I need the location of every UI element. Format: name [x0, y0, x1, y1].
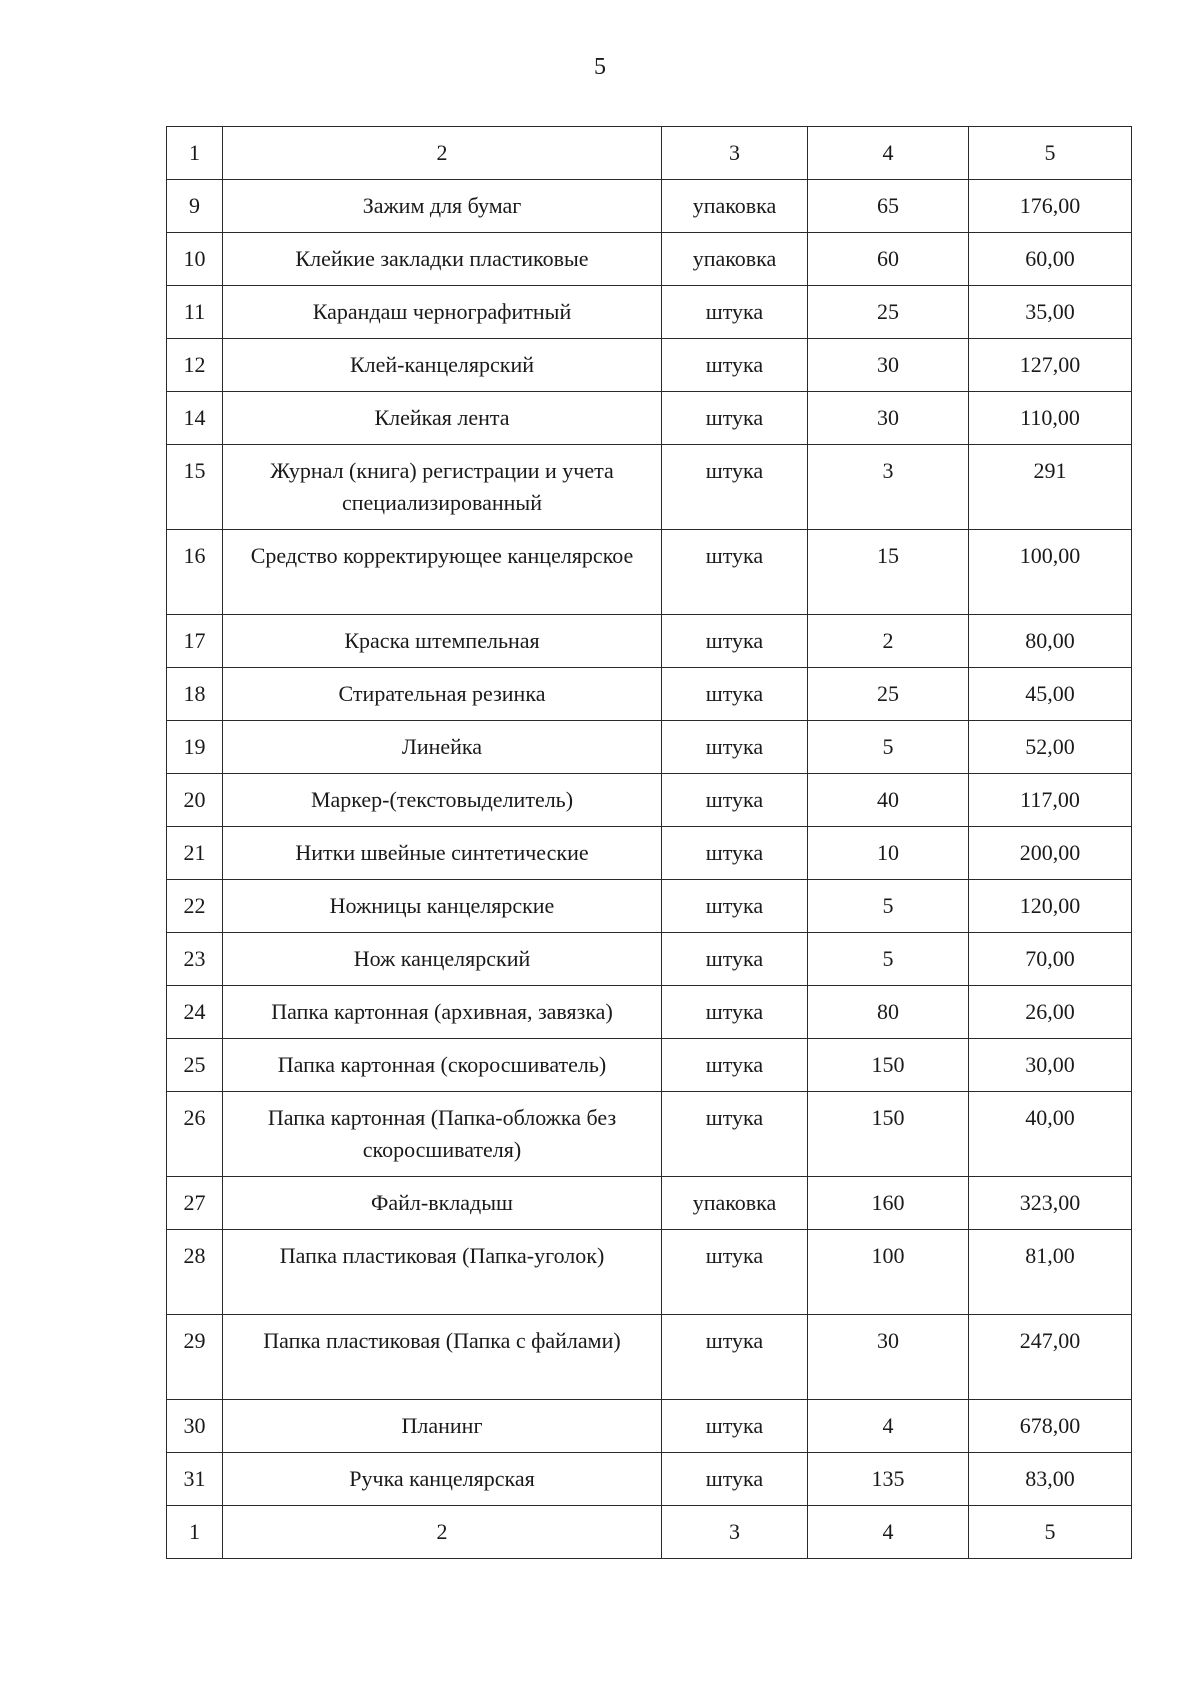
item-quantity-cell — [808, 445, 969, 530]
item-unit-cell — [662, 530, 808, 615]
item-price: 26,00 — [1025, 999, 1075, 1024]
item-price: 678,00 — [1019, 1413, 1081, 1438]
item-price: 35,00 — [1025, 299, 1075, 324]
item-price: 30,00 — [1025, 1052, 1075, 1077]
item-quantity: 5 — [882, 893, 894, 918]
table-row — [167, 1092, 1132, 1177]
item-price-cell — [969, 1315, 1132, 1400]
item-unit-cell — [662, 1039, 808, 1092]
item-name: Планинг — [401, 1413, 483, 1438]
item-unit-cell — [662, 392, 808, 445]
item-price: 40,00 — [1025, 1105, 1075, 1130]
item-name: Зажим для бумаг — [362, 193, 522, 218]
table-row — [167, 286, 1132, 339]
item-name: Карандаш чернографитный — [312, 299, 572, 324]
item-name-cell — [223, 1400, 662, 1453]
item-unit: штука — [705, 458, 764, 483]
table-row — [167, 233, 1132, 286]
item-unit: штука — [705, 1243, 764, 1268]
row-number-cell — [167, 1315, 223, 1400]
item-quantity: 160 — [871, 1190, 905, 1215]
table-footer-row — [167, 1506, 1132, 1559]
item-price-cell — [969, 233, 1132, 286]
item-name-cell — [223, 721, 662, 774]
item-unit-cell — [662, 1400, 808, 1453]
item-unit: штука — [705, 1413, 764, 1438]
item-quantity-cell — [808, 286, 969, 339]
row-number: 10 — [183, 246, 206, 271]
item-quantity-cell — [808, 933, 969, 986]
table-row — [167, 827, 1132, 880]
item-name: Нож канцелярский — [353, 946, 531, 971]
item-unit: упаковка — [692, 1190, 777, 1215]
header-col-5: 5 — [969, 127, 1132, 180]
page-number: 5 — [594, 54, 606, 80]
item-name-cell — [223, 392, 662, 445]
item-quantity: 4 — [882, 1413, 894, 1438]
table-row — [167, 445, 1132, 530]
item-price: 83,00 — [1025, 1466, 1075, 1491]
item-quantity: 30 — [877, 1328, 899, 1353]
item-quantity-cell — [808, 880, 969, 933]
item-name-cell — [223, 445, 662, 530]
item-name-cell — [223, 339, 662, 392]
item-unit-cell — [662, 827, 808, 880]
item-price-cell — [969, 986, 1132, 1039]
item-price: 45,00 — [1025, 681, 1075, 706]
item-price-cell — [969, 1177, 1132, 1230]
table-row — [167, 615, 1132, 668]
item-unit: штука — [705, 405, 764, 430]
item-name-cell — [223, 180, 662, 233]
item-name: Линейка — [401, 734, 483, 759]
item-quantity: 80 — [877, 999, 899, 1024]
row-number: 31 — [183, 1466, 206, 1491]
item-unit: упаковка — [692, 193, 777, 218]
row-number-cell — [167, 1039, 223, 1092]
item-quantity-cell — [808, 233, 969, 286]
header-col-1: 1 — [167, 127, 223, 180]
item-price-cell — [969, 1039, 1132, 1092]
row-number: 19 — [183, 734, 206, 759]
item-quantity: 150 — [871, 1105, 905, 1130]
item-quantity-cell — [808, 1230, 969, 1315]
row-number-cell — [167, 880, 223, 933]
item-unit: штука — [705, 734, 764, 759]
item-unit-cell — [662, 180, 808, 233]
item-name-cell — [223, 286, 662, 339]
item-quantity: 5 — [882, 734, 894, 759]
item-quantity-cell — [808, 180, 969, 233]
row-number: 24 — [183, 999, 206, 1024]
item-quantity: 30 — [877, 405, 899, 430]
row-number-cell — [167, 445, 223, 530]
row-number: 14 — [183, 405, 206, 430]
item-price: 247,00 — [1019, 1328, 1081, 1353]
item-quantity: 10 — [877, 840, 899, 865]
row-number-cell — [167, 286, 223, 339]
item-quantity: 100 — [871, 1243, 905, 1268]
header-col-4: 4 — [808, 127, 969, 180]
row-number-cell — [167, 1177, 223, 1230]
item-price-cell — [969, 880, 1132, 933]
row-number: 25 — [183, 1052, 206, 1077]
item-name: Журнал (книга) регистрации и учета специализированный — [270, 458, 614, 515]
table-row — [167, 880, 1132, 933]
row-number-cell — [167, 986, 223, 1039]
item-unit: штука — [705, 543, 764, 568]
item-name-cell — [223, 233, 662, 286]
item-quantity-cell — [808, 827, 969, 880]
item-name: Папка пластиковая (Папка с файлами) — [263, 1328, 621, 1353]
item-quantity: 65 — [877, 193, 899, 218]
item-quantity: 40 — [877, 787, 899, 812]
item-unit: штука — [705, 299, 764, 324]
item-price-cell — [969, 1092, 1132, 1177]
item-price: 176,00 — [1019, 193, 1081, 218]
item-quantity: 150 — [871, 1052, 905, 1077]
item-unit-cell — [662, 933, 808, 986]
table-row — [167, 180, 1132, 233]
item-price-cell — [969, 530, 1132, 615]
item-unit: штука — [705, 787, 764, 812]
row-number: 18 — [183, 681, 206, 706]
item-price: 52,00 — [1025, 734, 1075, 759]
item-name-cell — [223, 1177, 662, 1230]
row-number-cell — [167, 827, 223, 880]
item-name: Ручка канцелярская — [349, 1466, 535, 1491]
item-unit-cell — [662, 774, 808, 827]
item-price-cell — [969, 286, 1132, 339]
item-name: Клейкая лента — [374, 405, 510, 430]
item-name-cell — [223, 986, 662, 1039]
footer-col-2: 2 — [223, 1506, 662, 1559]
row-number-cell — [167, 180, 223, 233]
header-col-2: 2 — [223, 127, 662, 180]
table-row — [167, 339, 1132, 392]
table-row — [167, 530, 1132, 615]
item-quantity: 25 — [877, 299, 899, 324]
item-name: Краска штемпельная — [344, 628, 540, 653]
item-price-cell — [969, 721, 1132, 774]
item-price-cell — [969, 933, 1132, 986]
item-name: Клейкие закладки пластиковые — [295, 246, 589, 271]
item-name-cell — [223, 933, 662, 986]
table-row — [167, 1230, 1132, 1315]
item-quantity: 2 — [882, 628, 894, 653]
row-number-cell — [167, 530, 223, 615]
item-unit-cell — [662, 668, 808, 721]
table-row — [167, 392, 1132, 445]
row-number: 30 — [183, 1413, 206, 1438]
item-quantity: 60 — [877, 246, 899, 271]
table-row — [167, 668, 1132, 721]
item-price-cell — [969, 445, 1132, 530]
item-unit-cell — [662, 1315, 808, 1400]
item-price: 70,00 — [1025, 946, 1075, 971]
row-number: 26 — [183, 1105, 206, 1130]
item-quantity-cell — [808, 339, 969, 392]
item-price-cell — [969, 339, 1132, 392]
item-quantity-cell — [808, 986, 969, 1039]
item-unit-cell — [662, 445, 808, 530]
row-number: 20 — [183, 787, 206, 812]
item-quantity: 3 — [882, 458, 894, 483]
item-unit-cell — [662, 233, 808, 286]
table-header-row — [167, 127, 1132, 180]
footer-col-1: 1 — [167, 1506, 223, 1559]
item-name-cell — [223, 1230, 662, 1315]
item-unit-cell — [662, 1453, 808, 1506]
row-number: 27 — [183, 1190, 206, 1215]
item-unit: штука — [705, 681, 764, 706]
item-name-cell — [223, 1039, 662, 1092]
item-name: Файл-вкладыш — [371, 1190, 513, 1215]
item-quantity-cell — [808, 774, 969, 827]
item-price: 117,00 — [1020, 787, 1080, 812]
item-name: Нитки швейные синтетические — [295, 840, 589, 865]
row-number-cell — [167, 1453, 223, 1506]
item-price-cell — [969, 668, 1132, 721]
item-quantity-cell — [808, 1092, 969, 1177]
item-name-cell — [223, 827, 662, 880]
row-number-cell — [167, 233, 223, 286]
item-quantity-cell — [808, 1453, 969, 1506]
item-price: 127,00 — [1019, 352, 1081, 377]
item-price-cell — [969, 1400, 1132, 1453]
row-number: 23 — [183, 946, 206, 971]
item-unit-cell — [662, 1092, 808, 1177]
item-price-cell — [969, 774, 1132, 827]
table-row — [167, 1400, 1132, 1453]
item-name: Средство корректирующее канцелярское — [250, 543, 634, 568]
row-number: 12 — [183, 352, 206, 377]
item-name: Папка картонная (Папка-обложка без скоросшивателя) — [267, 1105, 617, 1162]
supplies-table — [166, 126, 1132, 1559]
item-quantity-cell — [808, 392, 969, 445]
row-number-cell — [167, 339, 223, 392]
row-number-cell — [167, 1400, 223, 1453]
item-name-cell — [223, 615, 662, 668]
item-quantity-cell — [808, 1315, 969, 1400]
item-quantity: 30 — [877, 352, 899, 377]
row-number-cell — [167, 774, 223, 827]
item-unit-cell — [662, 986, 808, 1039]
item-name: Папка картонная (скоросшиватель) — [277, 1052, 607, 1077]
item-quantity: 135 — [871, 1466, 905, 1491]
item-quantity: 25 — [877, 681, 899, 706]
row-number: 28 — [183, 1243, 206, 1268]
item-name: Ножницы канцелярские — [329, 893, 555, 918]
item-unit: штука — [705, 893, 764, 918]
table-row — [167, 933, 1132, 986]
item-name-cell — [223, 1453, 662, 1506]
row-number: 11 — [183, 299, 206, 324]
table-row — [167, 986, 1132, 1039]
row-number: 9 — [189, 193, 200, 218]
item-price: 60,00 — [1025, 246, 1075, 271]
item-name-cell — [223, 880, 662, 933]
item-name-cell — [223, 668, 662, 721]
item-unit-cell — [662, 880, 808, 933]
item-name: Клей-канцелярский — [349, 352, 535, 377]
item-unit: штука — [705, 840, 764, 865]
footer-col-4: 4 — [808, 1506, 969, 1559]
row-number: 15 — [183, 458, 206, 483]
item-price: 81,00 — [1025, 1243, 1075, 1268]
item-price-cell — [969, 392, 1132, 445]
item-price-cell — [969, 1453, 1132, 1506]
item-quantity-cell — [808, 615, 969, 668]
item-name-cell — [223, 530, 662, 615]
item-quantity-cell — [808, 530, 969, 615]
item-price: 200,00 — [1019, 840, 1081, 865]
item-price-cell — [969, 180, 1132, 233]
row-number-cell — [167, 615, 223, 668]
item-name: Папка пластиковая (Папка-уголок) — [279, 1243, 605, 1268]
item-unit: штука — [705, 1052, 764, 1077]
item-price-cell — [969, 1230, 1132, 1315]
item-quantity: 5 — [882, 946, 894, 971]
row-number-cell — [167, 721, 223, 774]
row-number: 16 — [183, 543, 206, 568]
item-unit-cell — [662, 721, 808, 774]
footer-col-5: 5 — [969, 1506, 1132, 1559]
item-unit: штука — [705, 1105, 764, 1130]
item-unit: штука — [705, 352, 764, 377]
row-number-cell — [167, 1230, 223, 1315]
item-price: 291 — [1033, 458, 1067, 483]
table-row — [167, 1315, 1132, 1400]
item-unit-cell — [662, 1230, 808, 1315]
item-quantity-cell — [808, 668, 969, 721]
table-row — [167, 1177, 1132, 1230]
item-price: 120,00 — [1019, 893, 1081, 918]
table-row — [167, 774, 1132, 827]
item-unit: штука — [705, 946, 764, 971]
item-name-cell — [223, 1315, 662, 1400]
item-name: Стирательная резинка — [338, 681, 546, 706]
item-price: 80,00 — [1025, 628, 1075, 653]
row-number-cell — [167, 668, 223, 721]
item-unit-cell — [662, 615, 808, 668]
footer-col-3: 3 — [662, 1506, 808, 1559]
item-quantity-cell — [808, 1039, 969, 1092]
row-number-cell — [167, 392, 223, 445]
item-unit-cell — [662, 339, 808, 392]
item-unit-cell — [662, 286, 808, 339]
table-row — [167, 1453, 1132, 1506]
item-price: 110,00 — [1020, 405, 1080, 430]
item-price: 323,00 — [1019, 1190, 1081, 1215]
table-row — [167, 721, 1132, 774]
item-unit: штука — [705, 999, 764, 1024]
item-quantity: 15 — [877, 543, 899, 568]
item-unit-cell — [662, 1177, 808, 1230]
item-unit: упаковка — [692, 246, 777, 271]
item-price: 100,00 — [1019, 543, 1081, 568]
item-name-cell — [223, 1092, 662, 1177]
item-price-cell — [969, 827, 1132, 880]
item-name: Маркер-(текстовыделитель) — [310, 787, 574, 812]
row-number: 17 — [183, 628, 206, 653]
row-number-cell — [167, 933, 223, 986]
item-unit: штука — [705, 628, 764, 653]
item-unit: штука — [705, 1466, 764, 1491]
item-quantity-cell — [808, 721, 969, 774]
item-name: Папка картонная (архивная, завязка) — [271, 999, 613, 1024]
table-row — [167, 1039, 1132, 1092]
item-quantity-cell — [808, 1400, 969, 1453]
row-number: 22 — [183, 893, 206, 918]
header-col-3: 3 — [662, 127, 808, 180]
item-unit: штука — [705, 1328, 764, 1353]
row-number-cell — [167, 1092, 223, 1177]
item-quantity-cell — [808, 1177, 969, 1230]
item-name-cell — [223, 774, 662, 827]
row-number: 29 — [183, 1328, 206, 1353]
item-price-cell — [969, 615, 1132, 668]
row-number: 21 — [183, 840, 206, 865]
